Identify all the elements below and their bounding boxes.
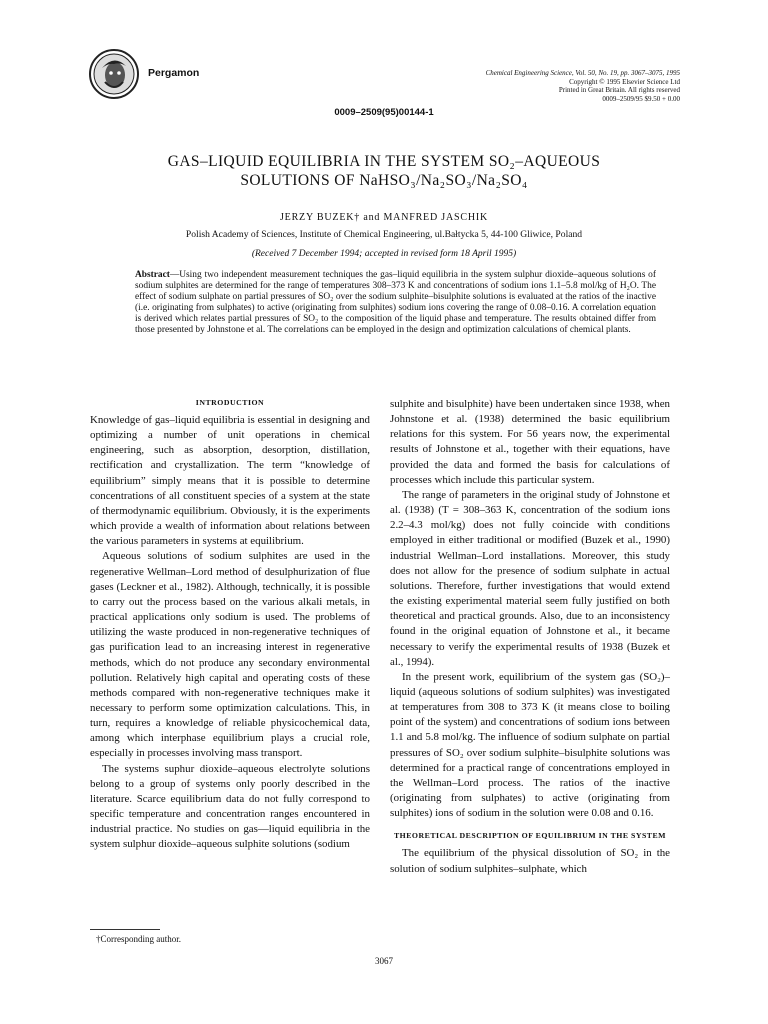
paragraph: Aqueous solutions of sodium sulphites are used in the regenerative Wellman–Lord method of desulphurization of flue gases (Leckner et al., 1982). Although, technically, it is possible to carry out the process based on the various alkali metals, in practical applications only sodium is used. The problems of utilizing the waste produced in non-regenerative techniques of gas purification lead to an increasing interest in regenerative methods, which do not produce any secondary environmental pollution. Relatively high capital and operating costs of these methods compared with non-regenerative techniques make it necessary to perform some optimization calculations. This, in turn, requires a knowledge of reliable physicochemical data, among which interphase equilibrium plays a crucial role, especially in processes involving mass transport. [90, 550, 370, 760]
journal-citation: Chemical Engineering Science, Vol. 50, No. 19, pp. 3067–3075, 1995 [485, 69, 680, 77]
page-header [88, 48, 680, 108]
publisher-name: Pergamon [148, 67, 200, 79]
affiliation: Polish Academy of Sciences, Institute of Chemical Engineering, ul.Bałtycka 5, 44-100 Gliwice, Poland [185, 229, 583, 240]
footnote-rule [90, 929, 160, 930]
authors: JERZY BUZEK† and MANFRED JASCHIK [279, 212, 488, 223]
abstract [135, 270, 656, 337]
doi-code: 0009–2509(95)00144-1 [334, 107, 434, 118]
abstract-text: —Using two independent measurement techniques the gas–liquid equilibria in the system sulphur dioxide–aqueous solutions of sodium sulphites are determined for the range of temperatures 308–373 K and concentrations of sodium ions 1.1–5.8 mol/kg of H₂O. The effect of sodium sulphate on partial pressures of SO₂ over the sodium sulphite–bisulphite solutions is evaluated at the ratios of the inactive (i.e. originating from sulphates) to active (originating from sulphites) sodium ions covering the range of 0.08–0.16. A correlation equation is derived which relates partial pressures of SO₂ to the composition of the liquid phase and temperature. The results obtained differ from those presented by Johnstone et al. The correlations can be employed in the design and optimization calculations of chemical plants. [135, 270, 656, 336]
received-dates: (Received 7 December 1994; accepted in revised form 18 April 1995) [251, 249, 517, 259]
printed-line: Printed in Great Britain. All rights reserved [558, 86, 680, 95]
title-line-1: GAS–LIQUID EQUILIBRIA IN THE SYSTEM SO₂–AQUEOUS [167, 153, 601, 170]
issn-price: 0009–2509/95 $9.50 + 0.00 [602, 94, 680, 103]
abstract-label: Abstract [135, 270, 170, 280]
paragraph: The systems suphur dioxide–aqueous electrolyte solutions belong to a group of systems only poorly described in the literature. Scarce equilibrium data do not fully correspond to specific temperature and concentration ranges encountered in industrial practice. No studies on gas—liquid equilibria in the system sulphur dioxide–aqueous sulphite solutions (sodium [90, 762, 370, 851]
right-column [390, 397, 670, 877]
paragraph: In the present work, equilibrium of the system gas (SO₂)–liquid (aqueous solutions of sodium sulphites) was investigated at temperatures from 308 to 373 K (it means close to boiling point of the system) and concentrations of sodium ions between 1.1 and 5.8 mol/kg. The influence of sodium sulphate on partial pressures of SO₂ over sodium sulphite–bisulphite solutions was determined for a practical range of concentrations employed in the Wellman–Lord process. The ratios of the inactive (originating from sulphates) to active (originating from sulphites) ions of sodium in the solution were 0.08 and 0.16. [390, 670, 670, 820]
paper-title [0, 152, 768, 190]
paragraph: Knowledge of gas–liquid equilibria is essential in designing and optimizing a number of unit operations in chemical engineering, such as absorption, desorption, distillation, rectification and crystallization. The term “knowledge of equilibrium” simply means that it is possible to determine concentrations of all constituent species of a system at the state of thermodynamic equilibrium. Obviously, it is the experiments which provide a wealth of information about relations between the various parameters in systems at equilibrium. [90, 414, 370, 548]
paragraph: The range of parameters in the original study of Johnstone et al. (1938) (T = 308–363 K, concentration of the sodium ions 2.2–4.3 mol/kg) does not fully coincide with conditions employed in either traditional or modified (Buzek et al., 1990) industrial Wellman–Lord installations. Moreover, this study does not allow for the presence of sodium sulphate in actual solutions. Therefore, further investigations that would extend the existing experimental material seem fully justified on both theoretical and practical grounds. Also, due to an inconsistency found in the original equation of Johnstone et al., it became necessary to verify the experimental results of 1938 (Buzek et al., 1994). [390, 488, 670, 668]
journal-info [380, 69, 680, 103]
section-heading-theory: THEORETICAL DESCRIPTION OF EQUILIBRIUM IN THE SYSTEM [393, 831, 667, 841]
left-column [90, 397, 370, 853]
title-line-2: SOLUTIONS OF NaHSO₃/Na₂SO₃/Na₂SO₄ [240, 172, 528, 189]
page-number: 3067 [375, 956, 393, 966]
section-heading-introduction: INTRODUCTION [195, 398, 265, 407]
footnote: †Corresponding author. [96, 934, 181, 944]
paragraph: sulphite and bisulphite) have been undertaken since 1938, when Johnstone et al. (1938) determined the basic equilibrium relations for this system. For 56 years now, the experimental results of Johnstone et al., together with their equations, have provided the data and formed the basis for calculations of processes which include this particular system. [390, 398, 670, 486]
paragraph: The equilibrium of the physical dissolution of SO₂ in the solution of sodium sulphites–sulphate, which [390, 847, 670, 875]
pergamon-logo-icon [88, 48, 140, 100]
copyright-line: Copyright © 1995 Elsevier Science Ltd [569, 77, 680, 86]
